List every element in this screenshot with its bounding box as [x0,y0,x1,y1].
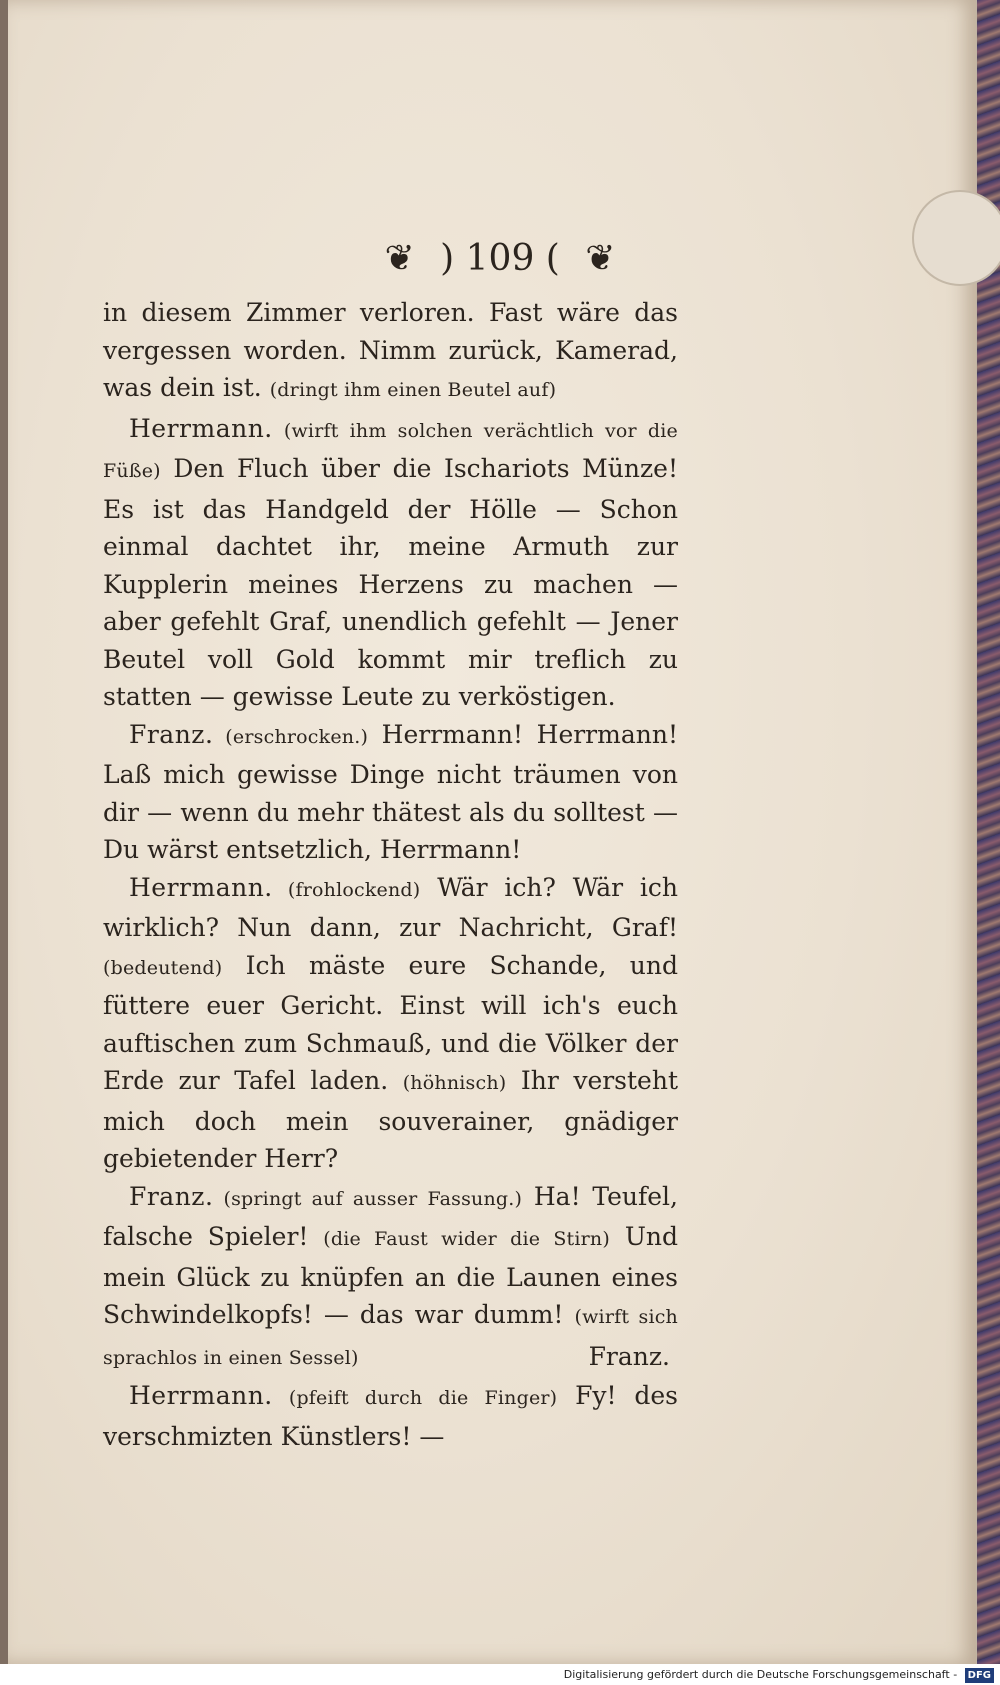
body-text [103,294,678,1455]
dialogue-text: Ich mäste eure Schande, und füttere euer Gericht. Einst will ich's euch auftischen zum Schmauß, und die Völker der Erde zur Tafel laden. [103,950,678,1095]
ornament-left-icon: ❦ [384,238,415,279]
stage-direction: (dringt ihm einen Beutel auf) [269,379,557,401]
stage-direction: (höhnisch) [402,1072,507,1094]
paragraph [103,716,678,869]
paragraph [103,410,678,716]
page-number: ) 109 ( [440,238,560,279]
page-header [0,238,1000,279]
dialogue-text: Ihr versteht mich doch mein souverainer, gnädiger gebietender Herr? [103,1066,679,1173]
speaker-name: Franz. [129,1181,214,1211]
stage-direction: (erschrocken.) [213,725,369,748]
digitization-footer: Digitalisierung gefördert durch die Deutsche Forschungsgemeinschaft - DFG [0,1664,1000,1685]
dialogue-text: Fy! des verschmizten Künstlers! — [103,1381,678,1451]
stage-direction: (pfeift durch die Finger) [272,1387,558,1409]
stage-direction: (wirft ihm solchen verächtlich vor die Füße) [103,419,678,482]
paragraph [103,1377,678,1455]
paragraph [103,294,678,410]
dialogue-text: Wär ich? Wär ich wirklich? Nun dann, zur Nachricht, Graf! [103,872,678,942]
speaker-name: Herrmann. [129,1381,273,1410]
footer-text: Digitalisierung gefördert durch die Deutsche Forschungsgemeinschaft [563,1668,950,1681]
dialogue-text: Den Fluch über die Ischariots Münze! Es ist das Handgeld der Hölle — Schon einmal dachtet ihr, meine Armuth zur Kupplerin meines Herzens zu machen — aber gefehlt Graf, unendlich gefehlt — Jener Beutel voll Gold kommt mir treflich zu statten — gewisse Leute zu verköstigen. [103,454,678,711]
stage-direction: (bedeutend) [103,956,223,979]
dialogue-text: Und mein Glück zu knüpfen an die Launen eines Schwindelkopfs! — das war dumm! [103,1222,679,1329]
stage-direction: (wirft sich sprachlos in einen Sessel) [103,1306,678,1369]
speaker-name: Herrmann. [129,413,273,443]
dialogue-text: Ha! Teufel, falsche Spieler! [103,1181,678,1251]
stage-direction: (frohlockend) [272,878,421,901]
dialogue-text: in diesem Zimmer verloren. Fast wäre das vergessen worden. Nimm zurück, Kamerad, was dein ist. [103,298,678,402]
speaker-name: Herrmann. [129,872,273,902]
speaker-name: Franz. [129,719,214,749]
dialogue-text: Herrmann! Herrmann! Laß mich gewisse Dinge nicht träumen von dir — wenn du mehr thätest als du solltest — Du wärst entsetzlich, Herrmann! [103,719,678,864]
stage-direction: (die Faust wider die Stirn) [323,1228,610,1250]
dfg-logo: DFG [965,1668,994,1683]
catchword: Franz. [588,1342,670,1371]
stage-direction: (springt auf ausser Fassung.) [213,1187,523,1210]
paragraph [103,869,678,1178]
ornament-right-icon: ❦ [585,238,616,279]
